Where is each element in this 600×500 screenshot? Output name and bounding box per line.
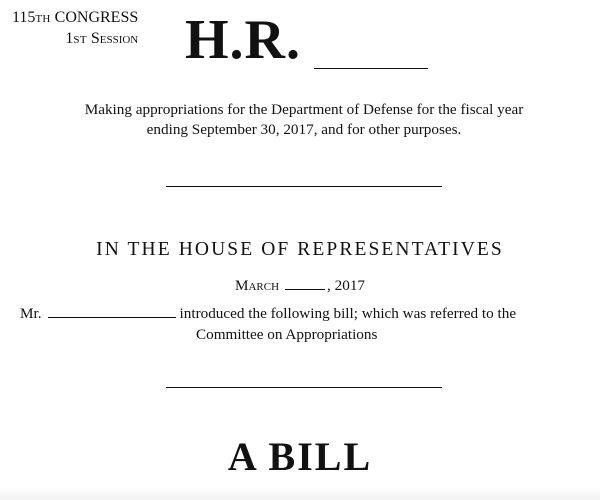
introduction-text-1: introduced the following bill; which was referred to the [179, 305, 517, 322]
purpose-line-2: ending September 30, 2017, and for other purposes. [146, 121, 462, 138]
sponsor-name-blank [48, 316, 176, 318]
session-number: 1 [65, 30, 74, 47]
house-heading: IN THE HOUSE OF REPRESENTATIVES [96, 239, 504, 260]
introduction-line-2: Committee on Appropriations [196, 326, 378, 343]
purpose-line-1: Making appropriations for the Department of Defense for the fiscal year [84, 101, 524, 118]
congress-line [12, 8, 138, 29]
sponsor-prefix: Mr. [20, 305, 42, 322]
congress-word: CONGRESS [54, 9, 139, 26]
divider-rule [166, 387, 442, 388]
bill-number-prefix: H.R. [185, 9, 301, 71]
congress-session-block [12, 8, 138, 50]
session-line [12, 29, 138, 50]
date-day-blank [285, 288, 325, 290]
page-bottom-edge [0, 488, 600, 500]
introduction-line-1 [20, 303, 594, 324]
date-year: , 2017 [327, 277, 366, 294]
introduction-statement [20, 303, 594, 345]
session-suffix: ST [73, 34, 87, 46]
congress-number: 115 [12, 9, 36, 26]
bill-purpose [20, 100, 588, 140]
congress-suffix: TH [35, 13, 51, 25]
bill-number-blank [314, 68, 428, 69]
divider-rule [166, 186, 442, 187]
session-word: Session [90, 30, 139, 47]
date-month: March [234, 277, 280, 294]
introduction-date [0, 276, 600, 296]
bill-title: A BILL [227, 434, 373, 479]
